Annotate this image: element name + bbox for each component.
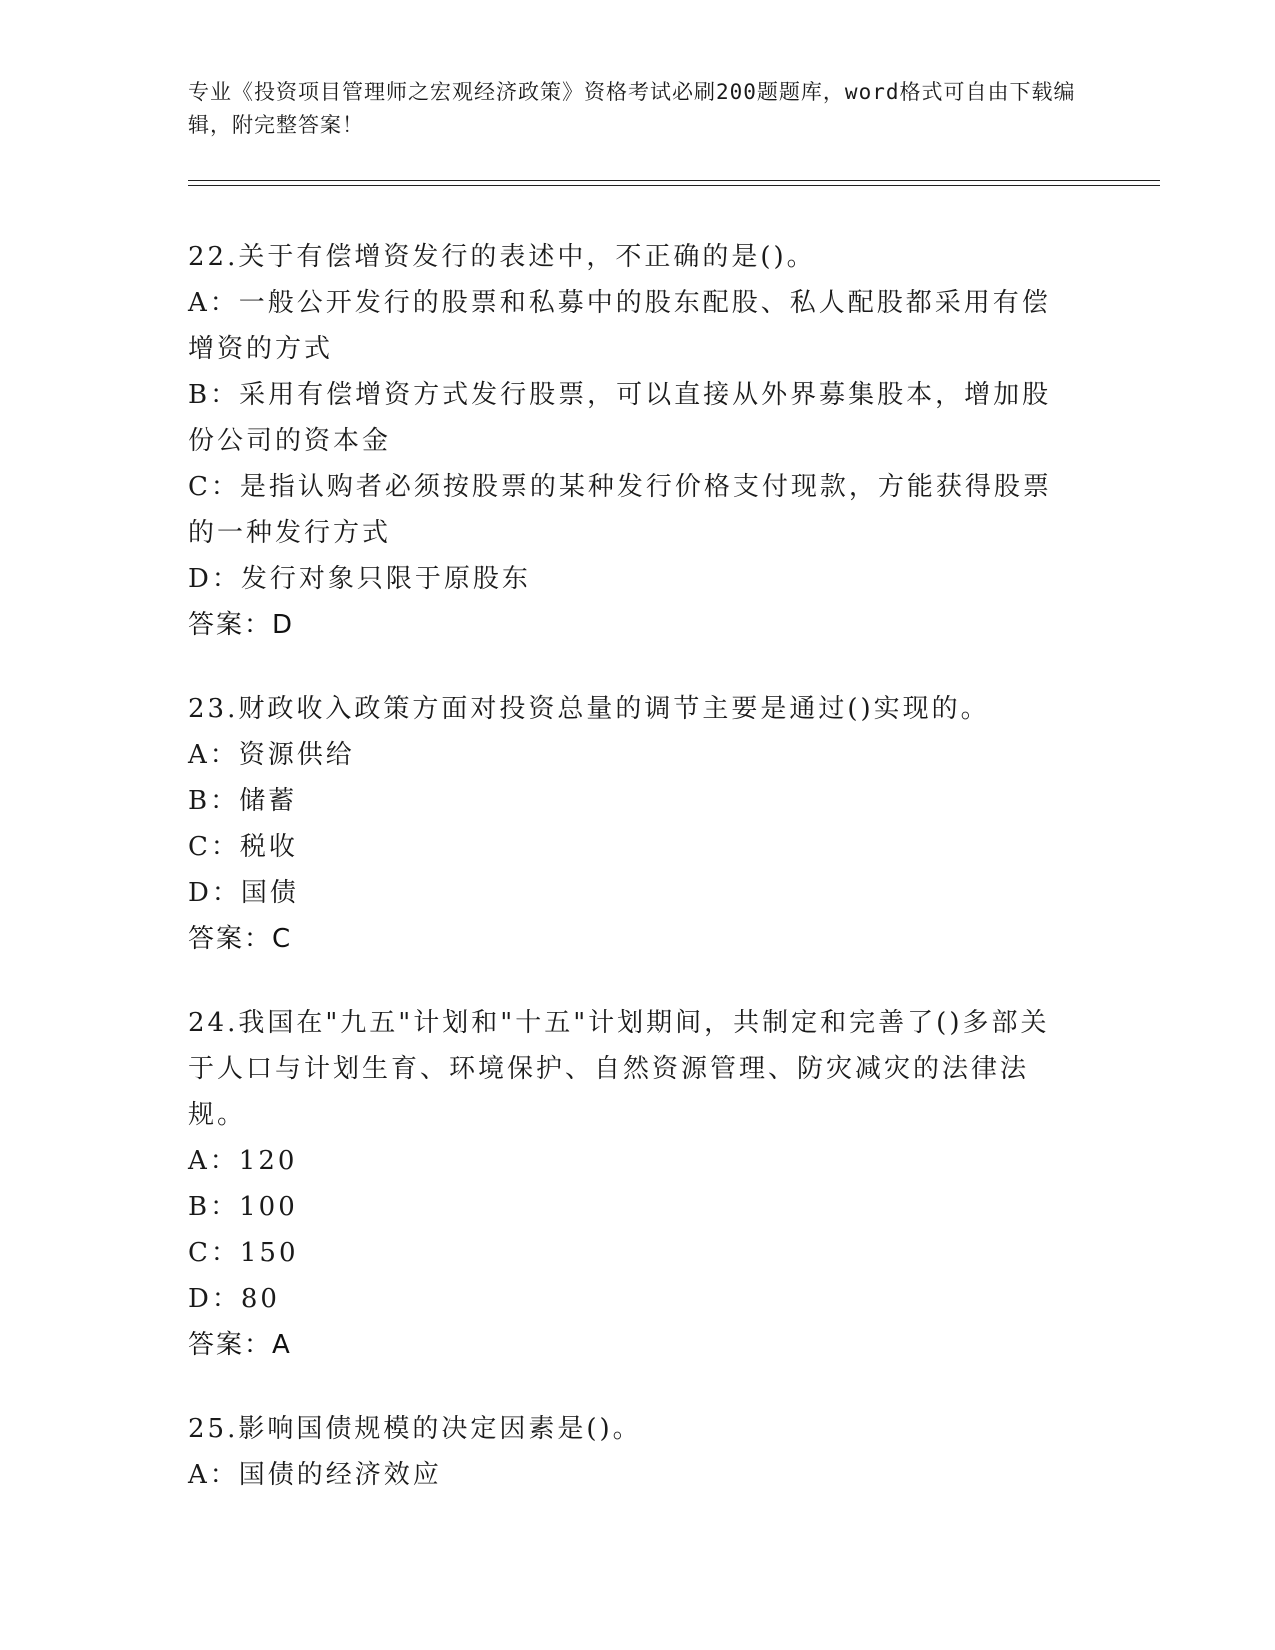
option-d: D：发行对象只限于原股东 xyxy=(188,564,531,594)
question-25 xyxy=(188,1406,1078,1498)
option-c: C：是指认购者必须按股票的某种发行价格支付现款，方能获得股票的一种发行方式 xyxy=(188,472,1052,548)
document-header: 专业《投资项目管理师之宏观经济政策》资格考试必刷200题题库，word格式可自由下载编辑，附完整答案！ xyxy=(188,80,1076,137)
option-a: A：一般公开发行的股票和私募中的股东配股、私人配股都采用有偿增资的方式 xyxy=(188,288,1051,364)
question-list xyxy=(188,234,1078,1536)
question-stem: 22.关于有偿增资发行的表述中，不正确的是()。 xyxy=(188,242,816,272)
option-d: D：80 xyxy=(188,1284,280,1314)
question-23 xyxy=(188,686,1078,962)
question-22 xyxy=(188,234,1078,648)
option-a: A：国债的经济效应 xyxy=(188,1460,442,1490)
question-stem: 24.我国在"九五"计划和"十五"计划期间，共制定和完善了()多部关于人口与计划生育、环境保护、自然资源管理、防灾减灾的法律法规。 xyxy=(188,1008,1050,1130)
option-d: D：国债 xyxy=(188,878,299,908)
question-24 xyxy=(188,1000,1078,1368)
option-b: B：储蓄 xyxy=(188,786,298,816)
option-b: B：采用有偿增资方式发行股票，可以直接从外界募集股本，增加股份公司的资本金 xyxy=(188,380,1052,456)
question-stem: 23.财政收入政策方面对投资总量的调节主要是通过()实现的。 xyxy=(188,694,990,724)
header-rule-top xyxy=(188,180,1160,181)
option-c: C：150 xyxy=(188,1238,299,1268)
option-c: C：税收 xyxy=(188,832,298,862)
question-stem: 25.影响国债规模的决定因素是()。 xyxy=(188,1414,642,1444)
answer: 答案：C xyxy=(188,924,293,954)
header-rule-bottom xyxy=(188,185,1160,186)
option-a: A：120 xyxy=(188,1146,298,1176)
option-b: B：100 xyxy=(188,1192,298,1222)
answer: 答案：A xyxy=(188,1330,292,1360)
answer: 答案：D xyxy=(188,610,295,640)
option-a: A：资源供给 xyxy=(188,740,355,770)
